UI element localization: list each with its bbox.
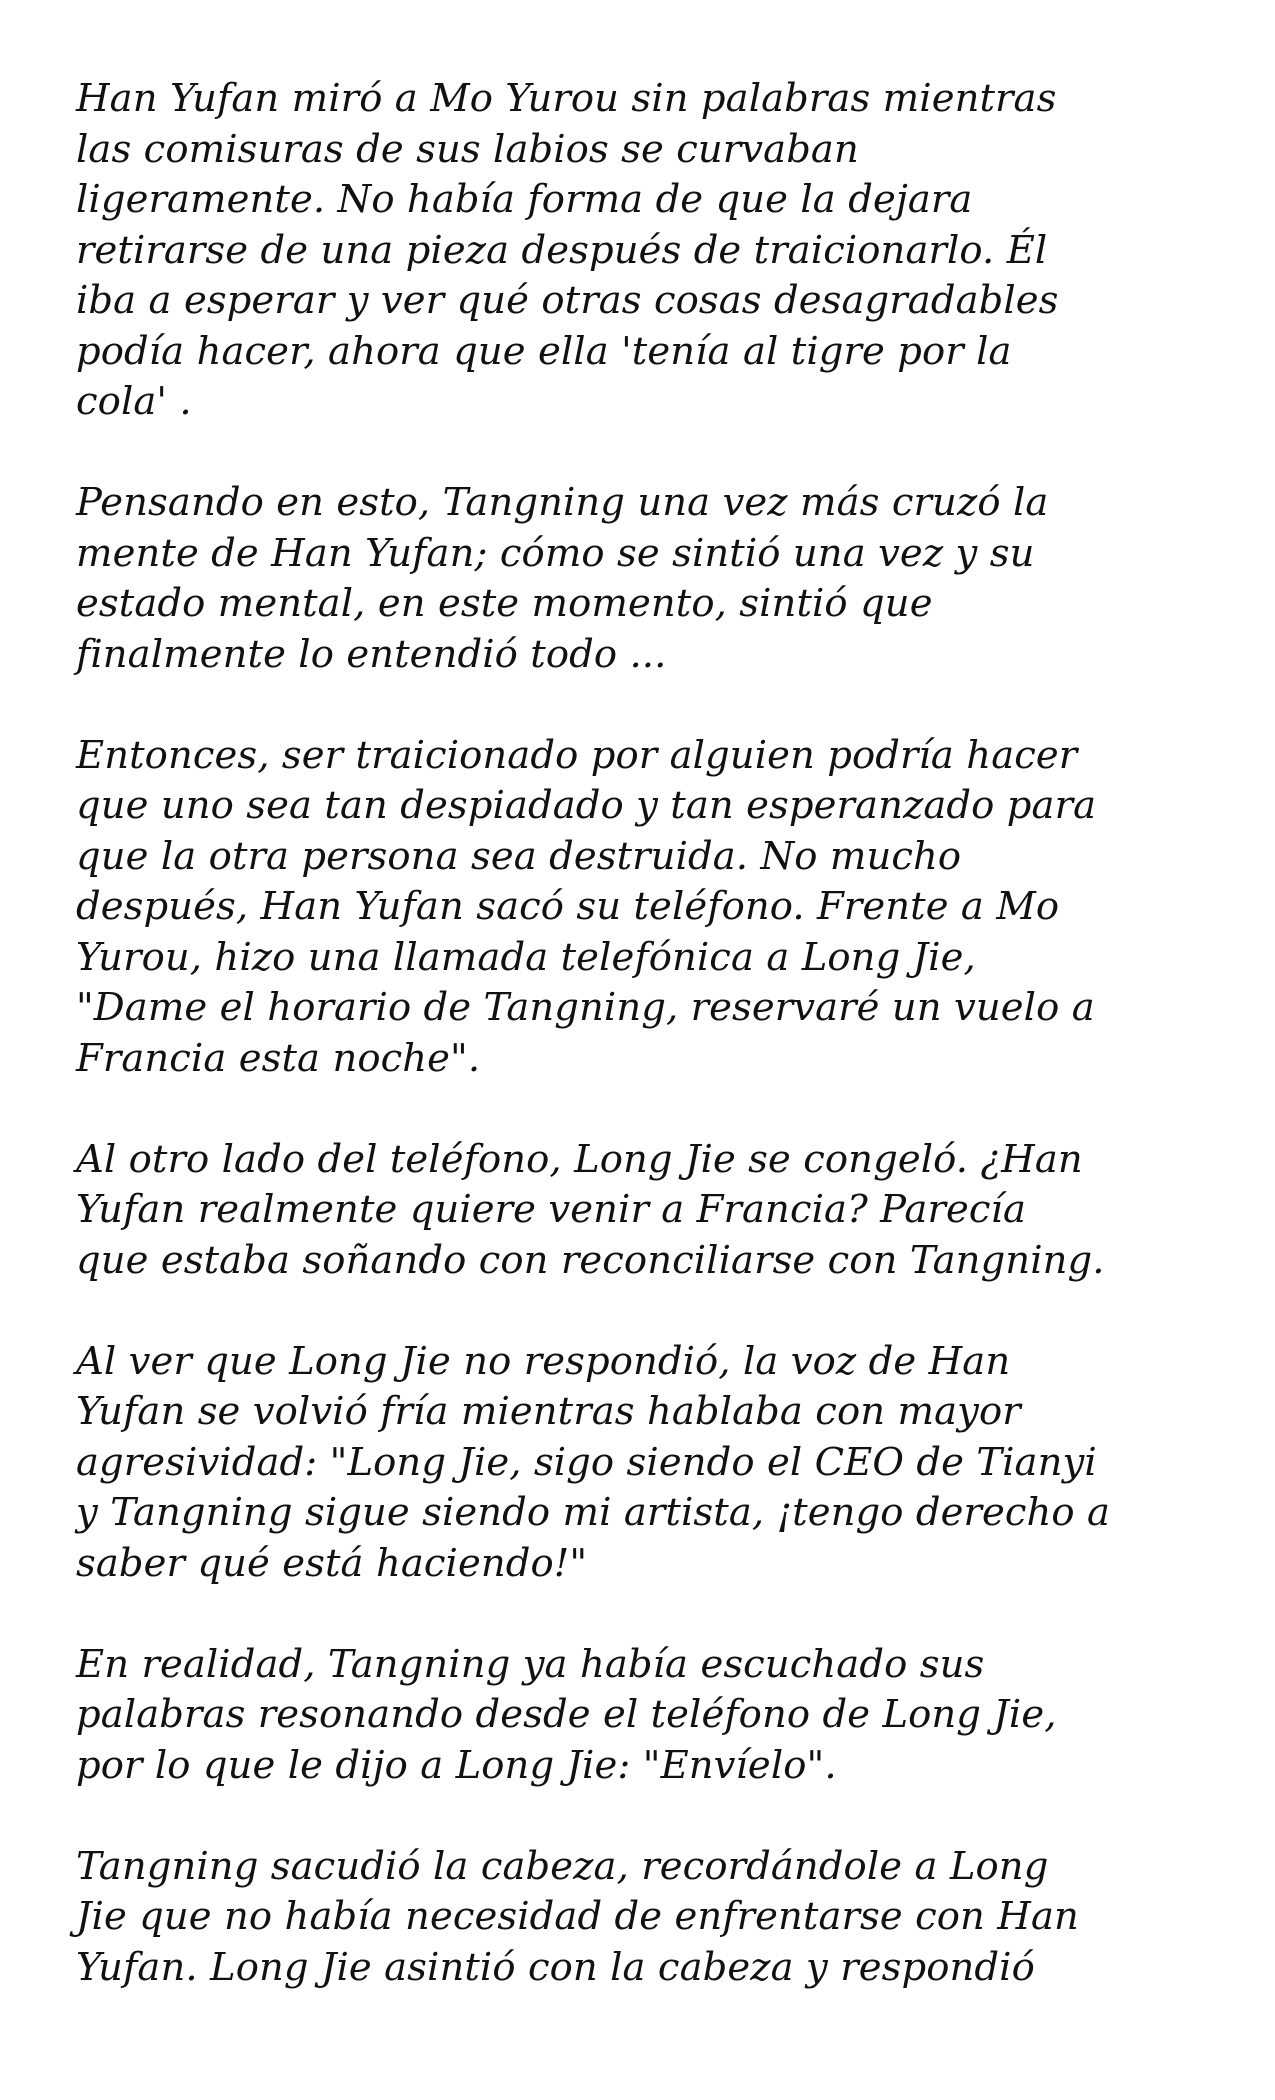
text-line: ligeramente. No había forma de que la dejara (76, 177, 973, 222)
text-line: y Tangning sigue siendo mi artista, ¡tengo derecho a (76, 1490, 1111, 1535)
text-line: que la otra persona sea destruida. No mucho (76, 833, 962, 879)
text-line: Yufan se volvió fría mientras hablaba con mayor (76, 1389, 1021, 1434)
paragraph-1 (76, 74, 1226, 428)
text-line: cola' . (76, 379, 192, 424)
text-line: Francia esta noche". (76, 1035, 481, 1081)
paragraph-4 (76, 1135, 1226, 1287)
text-line: Yufan realmente quiere venir a Francia? Parecía (76, 1187, 1026, 1232)
text-line: Al otro lado del teléfono, Long Jie se congeló. ¿Han (76, 1136, 1083, 1182)
paragraph-3 (76, 731, 1226, 1085)
text-line: agresividad: "Long Jie, sigo siendo el CEO de Tianyi (76, 1439, 1097, 1485)
text-line: retirarse de una pieza después de traicionarlo. Él (76, 227, 1048, 273)
text-line: palabras resonando desde el teléfono de Long Jie, (76, 1692, 1057, 1737)
text-line: después, Han Yufan sacó su teléfono. Frente a Mo (76, 884, 1060, 929)
paragraph-6 (76, 1640, 1226, 1792)
text-line: Han Yufan miró a Mo Yurou sin palabras mientras (76, 76, 1057, 121)
paragraph-5 (76, 1337, 1226, 1590)
text-line: que estaba soñando con reconciliarse con Tangning. (76, 1237, 1105, 1283)
text-line: por lo que le dijo a Long Jie: "Envíelo". (76, 1742, 837, 1788)
text-line: mente de Han Yufan; cómo se sintió una vez y su (76, 530, 1035, 576)
text-line: Yurou, hizo una llamada telefónica a Long Jie, (76, 934, 976, 980)
text-line: "Dame el horario de Tangning, reservaré un vuelo a (76, 985, 1095, 1030)
document-page (76, 74, 1226, 2044)
text-line: iba a esperar y ver qué otras cosas desagradables (76, 278, 1059, 323)
text-line: En realidad, Tangning ya había escuchado sus (76, 1641, 985, 1687)
text-line: Jie que no había necesidad de enfrentarse con Han (76, 1894, 1079, 1939)
text-line: Tangning sacudió la cabeza, recordándole a Long (76, 1843, 1049, 1889)
text-line: podía hacer, ahora que ella 'tenía al tigre por la (76, 328, 1012, 374)
paragraph-2 (76, 478, 1226, 680)
text-line: estado mental, en este momento, sintió que (76, 581, 933, 626)
paragraph-7 (76, 1842, 1226, 1994)
text-line: Yufan. Long Jie asintió con la cabeza y respondió (76, 1944, 1035, 1990)
text-line: las comisuras de sus labios se curvaban (76, 126, 859, 172)
text-line: saber qué está haciendo!" (76, 1540, 588, 1586)
text-line: finalmente lo entendió todo ... (76, 631, 667, 677)
text-line: Entonces, ser traicionado por alguien podría hacer (76, 732, 1078, 778)
text-line: Pensando en esto, Tangning una vez más cruzó la (76, 480, 1049, 525)
text-line: que uno sea tan despiadado y tan esperanzado para (76, 783, 1097, 828)
text-line: Al ver que Long Jie no respondió, la voz de Han (76, 1338, 1011, 1384)
